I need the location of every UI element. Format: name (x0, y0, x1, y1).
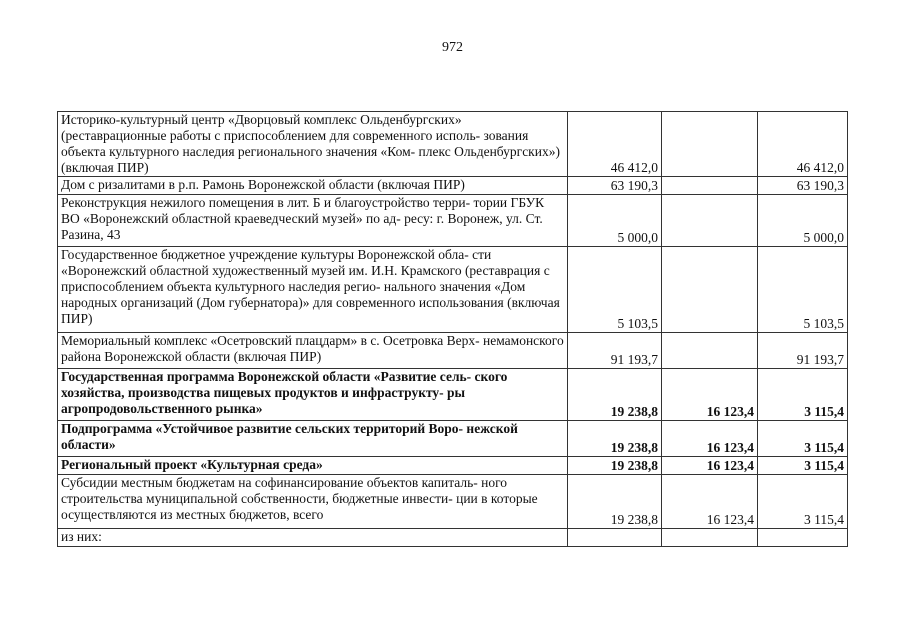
row-name: Государственная программа Воронежской области «Развитие сель- ского хозяйства, производства пищевых продуктов и инфраструкту- ры агропродовольственного рынка» (58, 369, 568, 421)
row-federal: 16 123,4 (662, 457, 758, 475)
row-name: Субсидии местным бюджетам на софинансирование объектов капиталь- ного строительства муниципальной собственности, бюджетные инвести- ции в которые осуществляются из местных бюджетов, всего (58, 475, 568, 529)
table-row (58, 529, 848, 547)
budget-table (57, 111, 848, 547)
table-row (58, 457, 848, 475)
row-federal (662, 247, 758, 333)
row-federal (662, 112, 758, 177)
page-number: 972 (442, 40, 463, 55)
table-row (58, 475, 848, 529)
table-row (58, 195, 848, 247)
row-name: Историко-культурный центр «Дворцовый комплекс Ольденбургских» (реставрационные работы с приспособлением для современного исполь- зования объекта культурного наследия регионального значения «Ком- плекс Ольденбургских») (включая ПИР) (58, 112, 568, 177)
row-total: 19 238,8 (568, 369, 662, 421)
row-regional: 46 412,0 (758, 112, 848, 177)
row-federal: 16 123,4 (662, 369, 758, 421)
row-federal: 16 123,4 (662, 421, 758, 457)
row-total: 91 193,7 (568, 333, 662, 369)
row-total: 5 000,0 (568, 195, 662, 247)
row-regional: 3 115,4 (758, 457, 848, 475)
row-name: Региональный проект «Культурная среда» (58, 457, 568, 475)
row-total: 46 412,0 (568, 112, 662, 177)
table-row (58, 369, 848, 421)
row-name: Реконструкция нежилого помещения в лит. Б и благоустройство терри- тории ГБУК ВО «Воронежский областной краеведческий музей» по ад- ресу: г. Воронеж, ул. Ст. Разина, 43 (58, 195, 568, 247)
row-name: Дом с ризалитами в р.п. Рамонь Воронежской области (включая ПИР) (58, 177, 568, 195)
row-total (568, 529, 662, 547)
row-federal (662, 195, 758, 247)
table-row (58, 333, 848, 369)
table-row (58, 112, 848, 177)
row-regional: 5 103,5 (758, 247, 848, 333)
row-regional: 3 115,4 (758, 475, 848, 529)
row-total: 63 190,3 (568, 177, 662, 195)
row-federal (662, 177, 758, 195)
row-name: Государственное бюджетное учреждение культуры Воронежской обла- сти «Воронежский областной художественный музей им. И.Н. Крамского (реставрация с приспособлением объекта культурного наследия регио- нального значения «Дом народных организаций (Дом губернатора)» для современного использования (включая ПИР) (58, 247, 568, 333)
table-row (58, 247, 848, 333)
table-row (58, 421, 848, 457)
row-regional (758, 529, 848, 547)
row-name: Подпрограмма «Устойчивое развитие сельских территорий Воро- нежской области» (58, 421, 568, 457)
row-regional: 3 115,4 (758, 369, 848, 421)
table-row (58, 177, 848, 195)
row-name: Мемориальный комплекс «Осетровский плацдарм» в с. Осетровка Верх- немамонского района Воронежской области (включая ПИР) (58, 333, 568, 369)
row-regional: 5 000,0 (758, 195, 848, 247)
row-total: 19 238,8 (568, 475, 662, 529)
row-federal (662, 333, 758, 369)
row-federal (662, 529, 758, 547)
row-federal: 16 123,4 (662, 475, 758, 529)
row-total: 5 103,5 (568, 247, 662, 333)
row-regional: 3 115,4 (758, 421, 848, 457)
row-total: 19 238,8 (568, 457, 662, 475)
row-name: из них: (58, 529, 568, 547)
row-total: 19 238,8 (568, 421, 662, 457)
row-regional: 91 193,7 (758, 333, 848, 369)
row-regional: 63 190,3 (758, 177, 848, 195)
